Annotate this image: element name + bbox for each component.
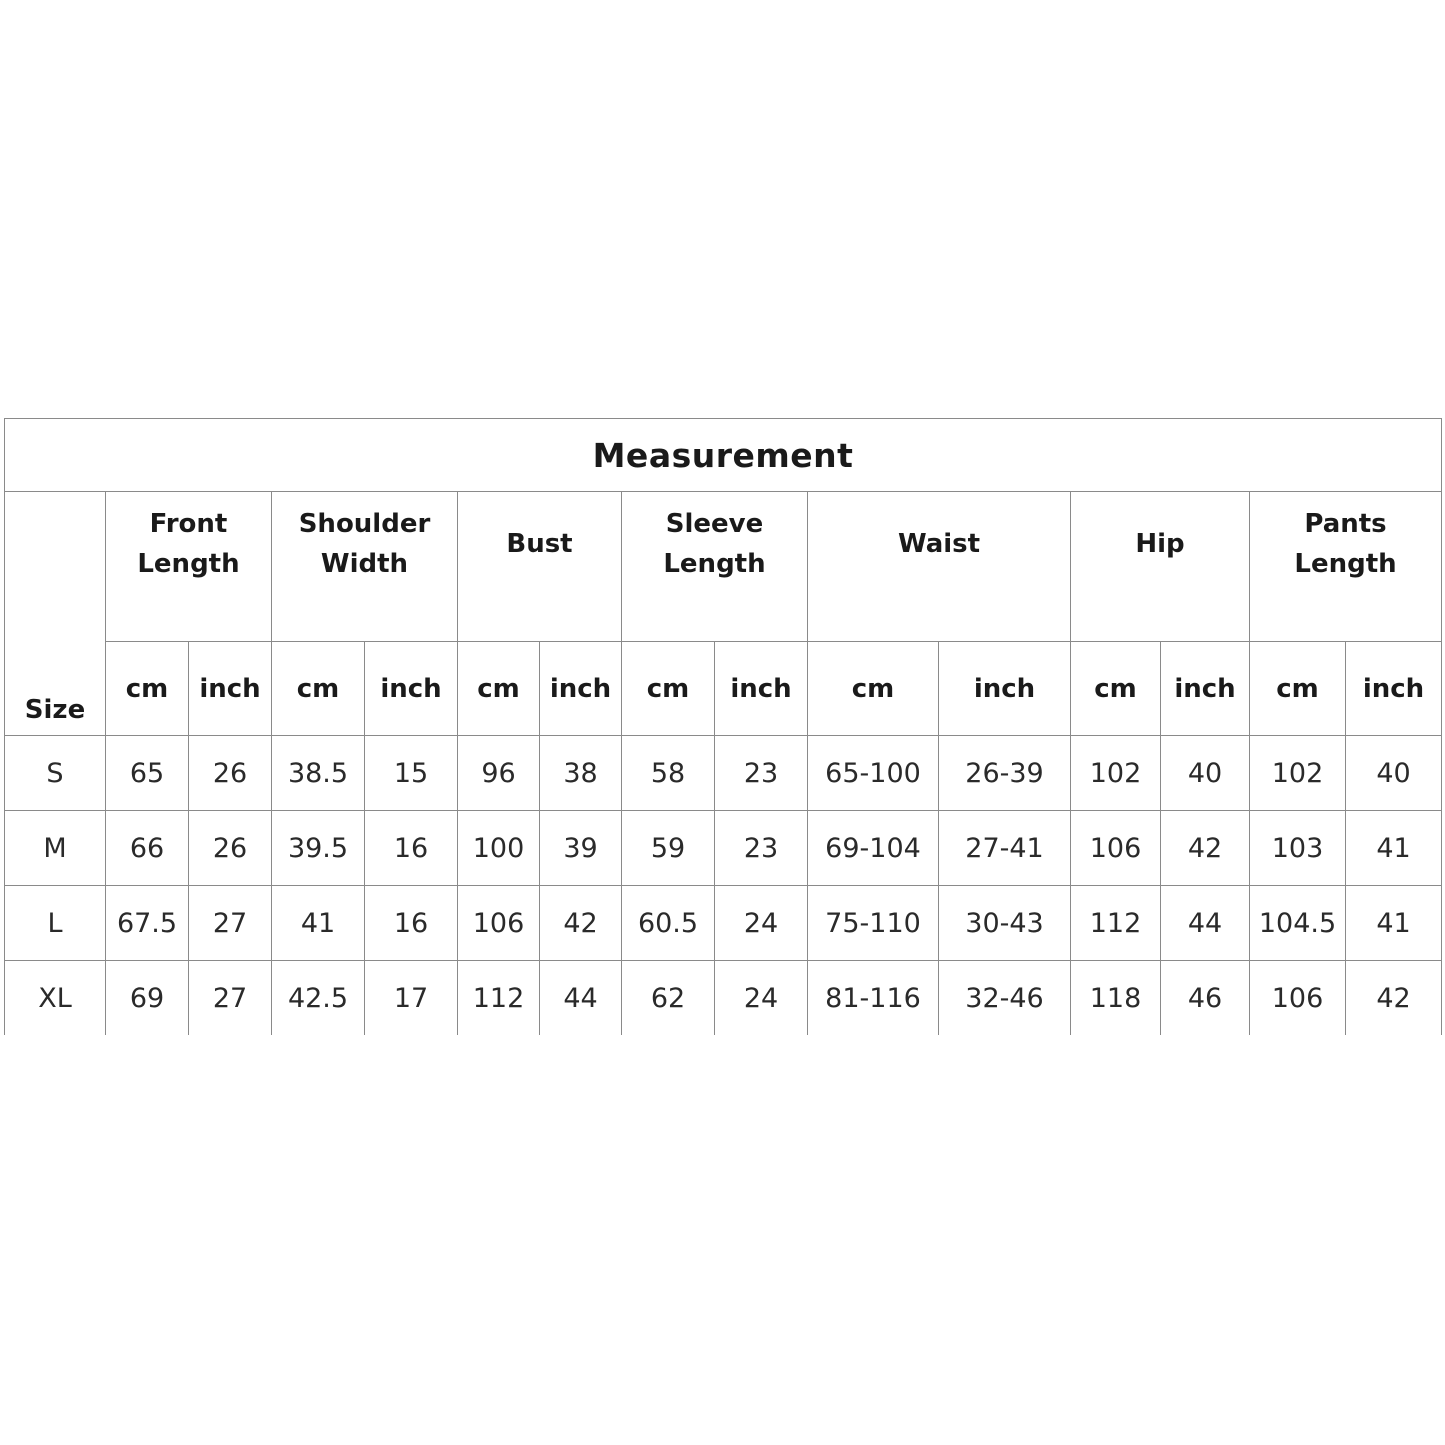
table-cell: 39.5 [272,811,365,886]
table-cell: 103 [1250,811,1346,886]
group-label-line2: Length [663,549,766,579]
table-cell: 27 [189,886,272,961]
group-header-shoulder-width [272,492,458,642]
table-cell: 62 [622,961,715,1036]
table-cell: 42 [1346,961,1442,1036]
unit-header-cm: cm [272,642,365,736]
table-row [5,736,1442,811]
table-cell: 112 [1071,886,1161,961]
table-row [5,886,1442,961]
group-label-line1: Hip [1135,529,1185,559]
table-cell: 32-46 [939,961,1071,1036]
table-cell: 46 [1161,961,1250,1036]
group-label-line2: Length [137,549,240,579]
table-cell: 42.5 [272,961,365,1036]
group-label-line1: Front [149,509,228,539]
table-cell: 42 [540,886,622,961]
table-cell: 69 [106,961,189,1036]
table-cell: 100 [458,811,540,886]
table-cell: 15 [365,736,458,811]
table-cell: 102 [1250,736,1346,811]
size-column-header: Size [5,492,106,736]
size-label: L [5,886,106,961]
size-label: M [5,811,106,886]
unit-header-inch: inch [1161,642,1250,736]
table-cell: 104.5 [1250,886,1346,961]
group-header-waist [808,492,1071,642]
table-cell: 16 [365,811,458,886]
unit-header-inch: inch [540,642,622,736]
group-header-pants-length [1250,492,1442,642]
table-cell: 67.5 [106,886,189,961]
table-cell: 41 [1346,886,1442,961]
table-cell: 38.5 [272,736,365,811]
table-cell: 44 [540,961,622,1036]
table-cell: 26 [189,811,272,886]
table-cell: 26 [189,736,272,811]
size-chart-table [4,418,1442,1035]
table-cell: 59 [622,811,715,886]
table-cell: 69-104 [808,811,939,886]
unit-header-row [5,642,1442,736]
table-cell: 66 [106,811,189,886]
group-header-bust [458,492,622,642]
unit-header-cm: cm [808,642,939,736]
group-header-front-length [106,492,272,642]
unit-header-inch: inch [189,642,272,736]
group-label-line1: Waist [897,529,981,559]
table-cell: 42 [1161,811,1250,886]
table-cell: 75-110 [808,886,939,961]
unit-header-cm: cm [1250,642,1346,736]
group-header-row [5,492,1442,642]
unit-header-inch: inch [715,642,808,736]
table-cell: 65-100 [808,736,939,811]
table-cell: 96 [458,736,540,811]
table-cell: 40 [1161,736,1250,811]
unit-header-cm: cm [458,642,540,736]
table-cell: 106 [1250,961,1346,1036]
table-cell: 24 [715,961,808,1036]
table-cell: 60.5 [622,886,715,961]
group-label-line2: Length [1294,549,1397,579]
group-label-line2: Width [320,549,409,579]
group-label-line1: Pants [1304,509,1387,539]
size-label: XL [5,961,106,1036]
table-row [5,961,1442,1036]
unit-header-cm: cm [1071,642,1161,736]
table-cell: 23 [715,736,808,811]
table-cell: 40 [1346,736,1442,811]
table-cell: 65 [106,736,189,811]
table-cell: 41 [272,886,365,961]
group-label-line1: Bust [506,529,573,559]
size-label: S [5,736,106,811]
table-row [5,811,1442,886]
table-cell: 38 [540,736,622,811]
table-title: Measurement [5,419,1442,492]
table-cell: 102 [1071,736,1161,811]
table-cell: 27 [189,961,272,1036]
table-cell: 24 [715,886,808,961]
table-cell: 17 [365,961,458,1036]
table-cell: 39 [540,811,622,886]
table-cell: 41 [1346,811,1442,886]
table-cell: 112 [458,961,540,1036]
group-header-sleeve-length [622,492,808,642]
table-cell: 58 [622,736,715,811]
group-label-line1: Sleeve [665,509,764,539]
table-cell: 44 [1161,886,1250,961]
table-cell: 27-41 [939,811,1071,886]
group-header-hip [1071,492,1250,642]
table-cell: 118 [1071,961,1161,1036]
table-cell: 30-43 [939,886,1071,961]
unit-header-inch: inch [939,642,1071,736]
table-cell: 81-116 [808,961,939,1036]
table-cell: 26-39 [939,736,1071,811]
table-cell: 106 [458,886,540,961]
table-cell: 16 [365,886,458,961]
table-cell: 106 [1071,811,1161,886]
group-label-line1: Shoulder [298,509,431,539]
unit-header-inch: inch [1346,642,1442,736]
unit-header-cm: cm [106,642,189,736]
title-row [5,419,1442,492]
unit-header-inch: inch [365,642,458,736]
table-cell: 23 [715,811,808,886]
unit-header-cm: cm [622,642,715,736]
